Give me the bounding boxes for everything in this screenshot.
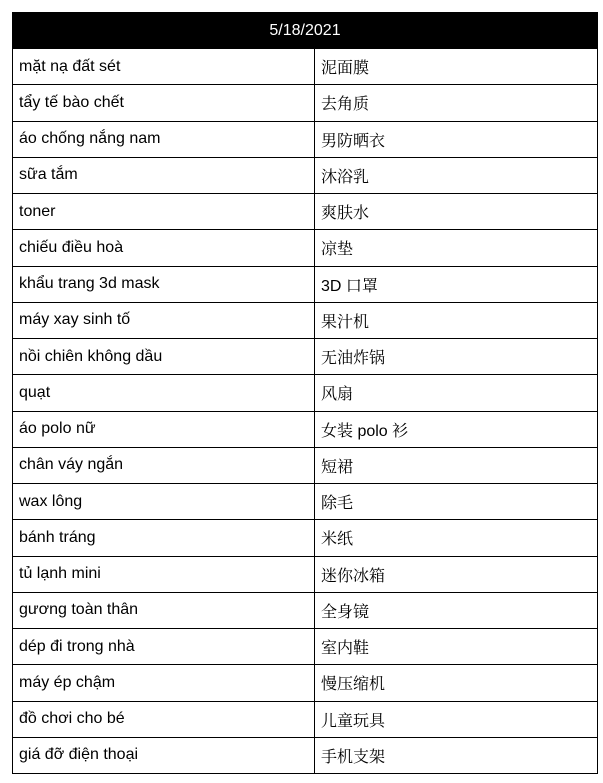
vietnamese-term-cell[interactable]: toner (13, 194, 315, 230)
chinese-term-cell[interactable]: 室内鞋 (315, 629, 598, 665)
table-row (13, 447, 598, 483)
chinese-term-cell[interactable]: 果汁机 (315, 302, 598, 338)
table-row (13, 592, 598, 628)
chinese-term-cell[interactable]: 男防晒衣 (315, 121, 598, 157)
vietnamese-term-cell[interactable]: tủ lạnh mini (13, 556, 315, 592)
table-row (13, 411, 598, 447)
chinese-term-cell[interactable]: 泥面膜 (315, 49, 598, 85)
chinese-term-cell[interactable]: 风扇 (315, 375, 598, 411)
vietnamese-term-cell[interactable]: chân váy ngắn (13, 447, 315, 483)
chinese-term-cell[interactable]: 迷你冰箱 (315, 556, 598, 592)
chinese-term-cell[interactable]: 儿童玩具 (315, 701, 598, 737)
table-row (13, 49, 598, 85)
table-row (13, 266, 598, 302)
table-row (13, 302, 598, 338)
vietnamese-term-cell[interactable]: tẩy tế bào chết (13, 85, 315, 121)
chinese-term-cell[interactable]: 短裙 (315, 447, 598, 483)
keyword-table (12, 12, 598, 774)
vietnamese-term-cell[interactable]: áo polo nữ (13, 411, 315, 447)
chinese-term-cell[interactable]: 3D 口罩 (315, 266, 598, 302)
table-row (13, 85, 598, 121)
table-row (13, 737, 598, 773)
table-row (13, 629, 598, 665)
chinese-term-cell[interactable]: 沐浴乳 (315, 157, 598, 193)
table-row (13, 157, 598, 193)
vietnamese-term-cell[interactable]: gương toàn thân (13, 592, 315, 628)
chinese-term-cell[interactable]: 全身镜 (315, 592, 598, 628)
chinese-term-cell[interactable]: 女装 polo 衫 (315, 411, 598, 447)
table-row (13, 701, 598, 737)
vietnamese-term-cell[interactable]: khẩu trang 3d mask (13, 266, 315, 302)
vietnamese-term-cell[interactable]: quạt (13, 375, 315, 411)
vietnamese-term-cell[interactable]: dép đi trong nhà (13, 629, 315, 665)
vietnamese-term-cell[interactable]: giá đỡ điện thoại (13, 737, 315, 773)
chinese-term-cell[interactable]: 手机支架 (315, 737, 598, 773)
table-row (13, 520, 598, 556)
table-row (13, 484, 598, 520)
table-row (13, 339, 598, 375)
chinese-term-cell[interactable]: 爽肤水 (315, 194, 598, 230)
vietnamese-term-cell[interactable]: nồi chiên không dầu (13, 339, 315, 375)
vietnamese-term-cell[interactable]: bánh tráng (13, 520, 315, 556)
vietnamese-term-cell[interactable]: đồ chơi cho bé (13, 701, 315, 737)
chinese-term-cell[interactable]: 凉垫 (315, 230, 598, 266)
vietnamese-term-cell[interactable]: áo chống nắng nam (13, 121, 315, 157)
vietnamese-term-cell[interactable]: mặt nạ đất sét (13, 49, 315, 85)
table-body (13, 49, 598, 774)
vietnamese-term-cell[interactable]: chiếu điều hoà (13, 230, 315, 266)
date-header[interactable]: 5/18/2021 (13, 13, 598, 49)
table-row (13, 556, 598, 592)
chinese-term-cell[interactable]: 慢压缩机 (315, 665, 598, 701)
table-row (13, 375, 598, 411)
vietnamese-term-cell[interactable]: máy ép chậm (13, 665, 315, 701)
table-row (13, 121, 598, 157)
table-row (13, 194, 598, 230)
table-row (13, 230, 598, 266)
chinese-term-cell[interactable]: 无油炸锅 (315, 339, 598, 375)
chinese-term-cell[interactable]: 除毛 (315, 484, 598, 520)
chinese-term-cell[interactable]: 米纸 (315, 520, 598, 556)
table-row (13, 665, 598, 701)
vietnamese-term-cell[interactable]: sữa tắm (13, 157, 315, 193)
header-row (13, 13, 598, 49)
chinese-term-cell[interactable]: 去角质 (315, 85, 598, 121)
vietnamese-term-cell[interactable]: máy xay sinh tố (13, 302, 315, 338)
vietnamese-term-cell[interactable]: wax lông (13, 484, 315, 520)
